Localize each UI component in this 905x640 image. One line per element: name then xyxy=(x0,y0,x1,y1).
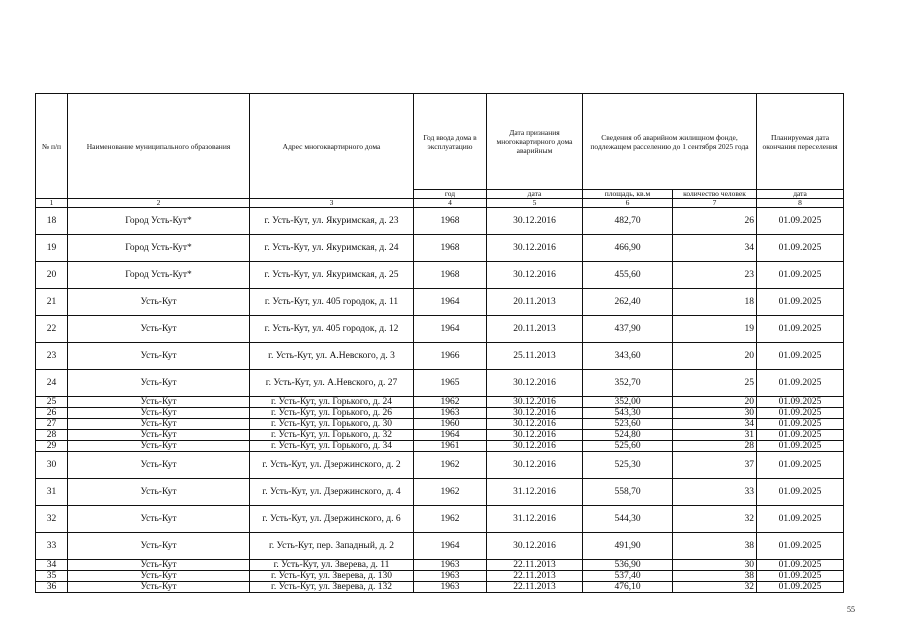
recognition-date-cell: 30.12.2016 xyxy=(487,370,583,397)
address-cell: г. Усть-Кут, ул. Якуримская, д. 25 xyxy=(250,262,414,289)
area-cell: 455,60 xyxy=(583,262,673,289)
area-cell: 437,90 xyxy=(583,316,673,343)
area-cell: 352,00 xyxy=(583,397,673,408)
column-number: 3 xyxy=(250,199,414,208)
planned-date-cell: 01.09.2025 xyxy=(757,560,844,571)
municipality-cell: Город Усть-Кут* xyxy=(68,262,250,289)
address-cell: г. Усть-Кут, ул. Горького, д. 34 xyxy=(250,441,414,452)
municipality-cell: Усть-Кут xyxy=(68,506,250,533)
subheader-year: год xyxy=(414,190,487,199)
subheader-planned-date: дата xyxy=(757,190,844,199)
table-row xyxy=(36,262,844,289)
area-cell: 466,90 xyxy=(583,235,673,262)
people-count-cell: 20 xyxy=(673,397,757,408)
area-cell: 525,60 xyxy=(583,441,673,452)
table-row xyxy=(36,571,844,582)
address-cell: г. Усть-Кут, ул. Горького, д. 26 xyxy=(250,408,414,419)
header-number: № п/п xyxy=(36,94,68,199)
municipality-cell: Усть-Кут xyxy=(68,479,250,506)
planned-date-cell: 01.09.2025 xyxy=(757,441,844,452)
header-housing-info: Сведения об аварийном жилищном фонде, подлежащем расселению до 1 сентября 2025 года xyxy=(583,94,757,190)
address-cell: г. Усть-Кут, ул. Дзержинского, д. 2 xyxy=(250,452,414,479)
row-number-cell: 26 xyxy=(36,408,68,419)
row-number-cell: 27 xyxy=(36,419,68,430)
housing-table xyxy=(35,93,844,593)
address-cell: г. Усть-Кут, пер. Западный, д. 2 xyxy=(250,533,414,560)
year-built-cell: 1961 xyxy=(414,441,487,452)
planned-date-cell: 01.09.2025 xyxy=(757,419,844,430)
row-number-cell: 21 xyxy=(36,289,68,316)
recognition-date-cell: 25.11.2013 xyxy=(487,343,583,370)
row-number-cell: 29 xyxy=(36,441,68,452)
header-recognition-date: Дата признания многоквартирного дома аварийным xyxy=(487,94,583,190)
people-count-cell: 38 xyxy=(673,571,757,582)
row-number-cell: 25 xyxy=(36,397,68,408)
area-cell: 482,70 xyxy=(583,208,673,235)
planned-date-cell: 01.09.2025 xyxy=(757,316,844,343)
municipality-cell: Усть-Кут xyxy=(68,289,250,316)
page-number: 55 xyxy=(847,605,855,614)
recognition-date-cell: 30.12.2016 xyxy=(487,262,583,289)
year-built-cell: 1964 xyxy=(414,289,487,316)
column-number: 2 xyxy=(68,199,250,208)
municipality-cell: Город Усть-Кут* xyxy=(68,208,250,235)
address-cell: г. Усть-Кут, ул. Дзержинского, д. 6 xyxy=(250,506,414,533)
year-built-cell: 1962 xyxy=(414,397,487,408)
year-built-cell: 1968 xyxy=(414,235,487,262)
recognition-date-cell: 20.11.2013 xyxy=(487,316,583,343)
municipality-cell: Усть-Кут xyxy=(68,441,250,452)
address-cell: г. Усть-Кут, ул. Зверева, д. 132 xyxy=(250,582,414,593)
area-cell: 343,60 xyxy=(583,343,673,370)
year-built-cell: 1964 xyxy=(414,430,487,441)
people-count-cell: 34 xyxy=(673,419,757,430)
year-built-cell: 1960 xyxy=(414,419,487,430)
year-built-cell: 1963 xyxy=(414,560,487,571)
address-cell: г. Усть-Кут, ул. Якуримская, д. 24 xyxy=(250,235,414,262)
row-number-cell: 32 xyxy=(36,506,68,533)
recognition-date-cell: 30.12.2016 xyxy=(487,408,583,419)
planned-date-cell: 01.09.2025 xyxy=(757,452,844,479)
municipality-cell: Усть-Кут xyxy=(68,370,250,397)
header-planned-date: Планируемая дата окончания переселения xyxy=(757,94,844,190)
area-cell: 543,30 xyxy=(583,408,673,419)
year-built-cell: 1963 xyxy=(414,408,487,419)
municipality-cell: Усть-Кут xyxy=(68,560,250,571)
municipality-cell: Усть-Кут xyxy=(68,397,250,408)
area-cell: 536,90 xyxy=(583,560,673,571)
people-count-cell: 30 xyxy=(673,560,757,571)
row-number-cell: 20 xyxy=(36,262,68,289)
row-number-cell: 30 xyxy=(36,452,68,479)
recognition-date-cell: 30.12.2016 xyxy=(487,452,583,479)
column-number: 5 xyxy=(487,199,583,208)
recognition-date-cell: 22.11.2013 xyxy=(487,560,583,571)
municipality-cell: Усть-Кут xyxy=(68,419,250,430)
planned-date-cell: 01.09.2025 xyxy=(757,289,844,316)
address-cell: г. Усть-Кут, ул. 405 городок, д. 12 xyxy=(250,316,414,343)
table-row xyxy=(36,208,844,235)
planned-date-cell: 01.09.2025 xyxy=(757,343,844,370)
table-row xyxy=(36,479,844,506)
address-cell: г. Усть-Кут, ул. А.Невского, д. 3 xyxy=(250,343,414,370)
year-built-cell: 1964 xyxy=(414,533,487,560)
year-built-cell: 1965 xyxy=(414,370,487,397)
subheader-area: площадь, кв.м xyxy=(583,190,673,199)
address-cell: г. Усть-Кут, ул. Горького, д. 32 xyxy=(250,430,414,441)
row-number-cell: 24 xyxy=(36,370,68,397)
table-row xyxy=(36,452,844,479)
people-count-cell: 23 xyxy=(673,262,757,289)
row-number-cell: 28 xyxy=(36,430,68,441)
municipality-cell: Город Усть-Кут* xyxy=(68,235,250,262)
municipality-cell: Усть-Кут xyxy=(68,533,250,560)
table-row xyxy=(36,370,844,397)
area-cell: 491,90 xyxy=(583,533,673,560)
table-row xyxy=(36,316,844,343)
area-cell: 558,70 xyxy=(583,479,673,506)
address-cell: г. Усть-Кут, ул. Дзержинского, д. 4 xyxy=(250,479,414,506)
year-built-cell: 1964 xyxy=(414,316,487,343)
area-cell: 524,80 xyxy=(583,430,673,441)
year-built-cell: 1968 xyxy=(414,208,487,235)
header-municipality: Наименование муниципального образования xyxy=(68,94,250,199)
address-cell: г. Усть-Кут, ул. Горького, д. 30 xyxy=(250,419,414,430)
column-number: 4 xyxy=(414,199,487,208)
row-number-cell: 23 xyxy=(36,343,68,370)
people-count-cell: 32 xyxy=(673,582,757,593)
municipality-cell: Усть-Кут xyxy=(68,408,250,419)
table-row xyxy=(36,506,844,533)
area-cell: 523,60 xyxy=(583,419,673,430)
area-cell: 476,10 xyxy=(583,582,673,593)
table-row xyxy=(36,430,844,441)
recognition-date-cell: 30.12.2016 xyxy=(487,208,583,235)
municipality-cell: Усть-Кут xyxy=(68,343,250,370)
area-cell: 262,40 xyxy=(583,289,673,316)
area-cell: 537,40 xyxy=(583,571,673,582)
column-number: 8 xyxy=(757,199,844,208)
row-number-cell: 33 xyxy=(36,533,68,560)
people-count-cell: 26 xyxy=(673,208,757,235)
year-built-cell: 1962 xyxy=(414,452,487,479)
recognition-date-cell: 30.12.2016 xyxy=(487,533,583,560)
row-number-cell: 36 xyxy=(36,582,68,593)
people-count-cell: 18 xyxy=(673,289,757,316)
planned-date-cell: 01.09.2025 xyxy=(757,208,844,235)
people-count-cell: 32 xyxy=(673,506,757,533)
planned-date-cell: 01.09.2025 xyxy=(757,397,844,408)
address-cell: г. Усть-Кут, ул. А.Невского, д. 27 xyxy=(250,370,414,397)
planned-date-cell: 01.09.2025 xyxy=(757,506,844,533)
table-row xyxy=(36,560,844,571)
year-built-cell: 1962 xyxy=(414,506,487,533)
row-number-cell: 22 xyxy=(36,316,68,343)
address-cell: г. Усть-Кут, ул. 405 городок, д. 11 xyxy=(250,289,414,316)
people-count-cell: 30 xyxy=(673,408,757,419)
planned-date-cell: 01.09.2025 xyxy=(757,235,844,262)
column-number: 1 xyxy=(36,199,68,208)
table-row xyxy=(36,419,844,430)
table-row xyxy=(36,533,844,560)
table-row xyxy=(36,397,844,408)
people-count-cell: 38 xyxy=(673,533,757,560)
table-body xyxy=(36,208,844,593)
table-row xyxy=(36,408,844,419)
address-cell: г. Усть-Кут, ул. Якуримская, д. 23 xyxy=(250,208,414,235)
planned-date-cell: 01.09.2025 xyxy=(757,479,844,506)
table-row xyxy=(36,235,844,262)
row-number-cell: 18 xyxy=(36,208,68,235)
address-cell: г. Усть-Кут, ул. Горького, д. 24 xyxy=(250,397,414,408)
subheader-date: дата xyxy=(487,190,583,199)
planned-date-cell: 01.09.2025 xyxy=(757,533,844,560)
recognition-date-cell: 22.11.2013 xyxy=(487,582,583,593)
header-address: Адрес многоквартирного дома xyxy=(250,94,414,199)
recognition-date-cell: 31.12.2016 xyxy=(487,506,583,533)
year-built-cell: 1962 xyxy=(414,479,487,506)
planned-date-cell: 01.09.2025 xyxy=(757,262,844,289)
address-cell: г. Усть-Кут, ул. Зверева, д. 130 xyxy=(250,571,414,582)
year-built-cell: 1963 xyxy=(414,582,487,593)
recognition-date-cell: 30.12.2016 xyxy=(487,430,583,441)
column-number: 7 xyxy=(673,199,757,208)
header-year-built: Год ввода дома в эксплуатацию xyxy=(414,94,487,190)
row-number-cell: 31 xyxy=(36,479,68,506)
municipality-cell: Усть-Кут xyxy=(68,430,250,441)
municipality-cell: Усть-Кут xyxy=(68,452,250,479)
people-count-cell: 19 xyxy=(673,316,757,343)
year-built-cell: 1966 xyxy=(414,343,487,370)
people-count-cell: 31 xyxy=(673,430,757,441)
recognition-date-cell: 30.12.2016 xyxy=(487,235,583,262)
year-built-cell: 1963 xyxy=(414,571,487,582)
table-row xyxy=(36,582,844,593)
row-number-cell: 19 xyxy=(36,235,68,262)
people-count-cell: 34 xyxy=(673,235,757,262)
table-row xyxy=(36,289,844,316)
area-cell: 525,30 xyxy=(583,452,673,479)
year-built-cell: 1968 xyxy=(414,262,487,289)
municipality-cell: Усть-Кут xyxy=(68,571,250,582)
people-count-cell: 25 xyxy=(673,370,757,397)
planned-date-cell: 01.09.2025 xyxy=(757,408,844,419)
people-count-cell: 20 xyxy=(673,343,757,370)
area-cell: 544,30 xyxy=(583,506,673,533)
municipality-cell: Усть-Кут xyxy=(68,316,250,343)
area-cell: 352,70 xyxy=(583,370,673,397)
planned-date-cell: 01.09.2025 xyxy=(757,582,844,593)
planned-date-cell: 01.09.2025 xyxy=(757,430,844,441)
table-row xyxy=(36,343,844,370)
recognition-date-cell: 30.12.2016 xyxy=(487,397,583,408)
subheader-people: количество человек xyxy=(673,190,757,199)
recognition-date-cell: 20.11.2013 xyxy=(487,289,583,316)
address-cell: г. Усть-Кут, ул. Зверева, д. 11 xyxy=(250,560,414,571)
planned-date-cell: 01.09.2025 xyxy=(757,571,844,582)
people-count-cell: 33 xyxy=(673,479,757,506)
recognition-date-cell: 30.12.2016 xyxy=(487,441,583,452)
people-count-cell: 28 xyxy=(673,441,757,452)
recognition-date-cell: 22.11.2013 xyxy=(487,571,583,582)
municipality-cell: Усть-Кут xyxy=(68,582,250,593)
planned-date-cell: 01.09.2025 xyxy=(757,370,844,397)
recognition-date-cell: 30.12.2016 xyxy=(487,419,583,430)
row-number-cell: 35 xyxy=(36,571,68,582)
table-row xyxy=(36,441,844,452)
row-number-cell: 34 xyxy=(36,560,68,571)
people-count-cell: 37 xyxy=(673,452,757,479)
recognition-date-cell: 31.12.2016 xyxy=(487,479,583,506)
column-number: 6 xyxy=(583,199,673,208)
